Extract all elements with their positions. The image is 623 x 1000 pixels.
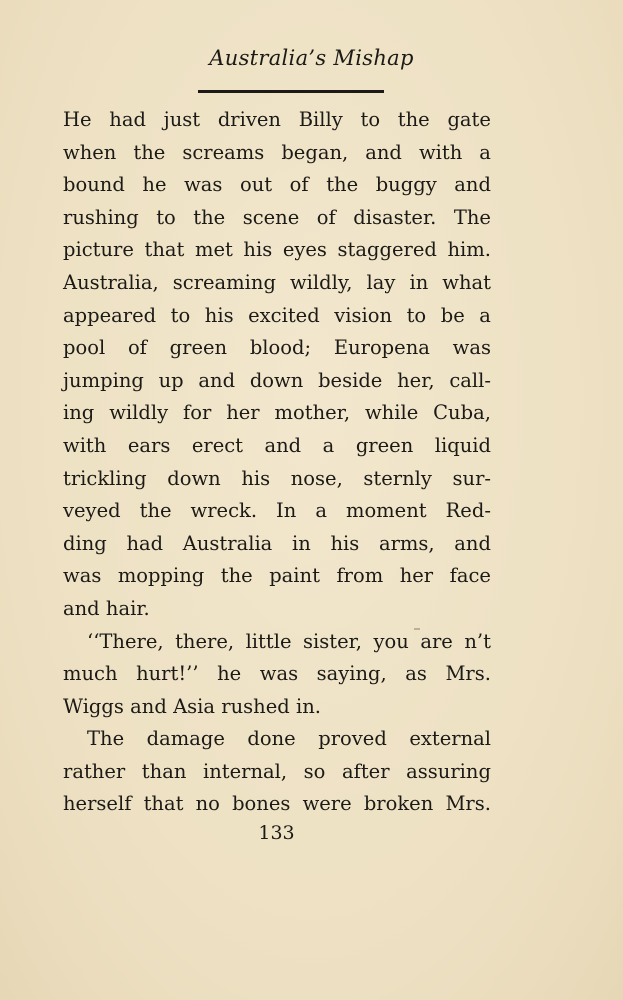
word: just — [163, 108, 201, 131]
word: was — [184, 173, 223, 197]
word: up — [158, 368, 184, 392]
word: The — [453, 205, 491, 229]
word: moment — [345, 499, 427, 523]
word: sister, — [303, 629, 363, 653]
word: much — [63, 662, 118, 686]
word: her — [399, 564, 434, 588]
word: a — [322, 433, 335, 457]
word: of — [127, 336, 147, 360]
word: his — [241, 466, 271, 490]
text-line — [63, 430, 491, 463]
word: a — [315, 499, 327, 523]
word: Red- — [445, 499, 491, 523]
word: Wiggs — [63, 694, 124, 718]
word: done — [247, 727, 296, 751]
word: disaster. — [353, 205, 437, 229]
word: in — [291, 531, 311, 555]
word: after — [342, 759, 390, 783]
word: appeared — [63, 303, 157, 327]
word: no — [195, 792, 220, 816]
text-line — [63, 593, 491, 626]
word: pool — [63, 336, 106, 360]
word: trickling — [63, 466, 147, 490]
word: blood; — [249, 336, 312, 360]
word: green — [169, 336, 228, 360]
word: of — [316, 205, 336, 229]
word: proved — [318, 727, 387, 751]
word: Australia, — [63, 270, 159, 294]
word: in — [409, 270, 429, 294]
word: sternly — [363, 466, 432, 490]
text-line — [63, 691, 491, 724]
word: of — [289, 173, 309, 197]
text-line — [63, 300, 491, 333]
word: buggy — [375, 173, 437, 197]
word: wildly, — [289, 270, 353, 294]
word: her — [226, 401, 260, 425]
word: broken — [363, 792, 434, 816]
word: than — [141, 759, 187, 783]
word: wildly — [109, 401, 169, 425]
word: when — [63, 140, 117, 164]
word: was — [259, 662, 299, 686]
text-line — [63, 169, 491, 202]
word: herself — [63, 792, 132, 816]
word: and — [63, 596, 100, 620]
word: that — [143, 792, 184, 816]
word: ing — [63, 401, 95, 425]
word: call- — [449, 368, 491, 392]
word: erect — [191, 433, 243, 457]
text-line — [63, 397, 491, 430]
word: Asia — [173, 694, 216, 718]
word: as — [405, 662, 427, 686]
word: picture — [63, 238, 134, 262]
word: the — [220, 564, 253, 588]
paper-speck — [414, 628, 420, 630]
word: mother, — [274, 401, 351, 425]
word: jumping — [63, 368, 144, 392]
word: the — [397, 108, 430, 131]
word: his — [243, 238, 273, 262]
word: he — [142, 173, 167, 197]
word: arms, — [378, 531, 435, 555]
text-line — [63, 626, 491, 659]
word: the — [326, 173, 359, 197]
word: had — [109, 108, 146, 131]
word: He — [63, 108, 92, 131]
word: ‘‘There, — [87, 629, 164, 653]
word: with — [63, 433, 107, 457]
word: with — [418, 140, 463, 164]
word: from — [336, 564, 384, 588]
word: saying, — [316, 662, 387, 686]
word: to — [360, 108, 381, 131]
word: bound — [63, 173, 125, 197]
word: hair. — [105, 596, 150, 620]
word: down — [167, 466, 221, 490]
text-line — [63, 104, 491, 137]
text-line — [63, 137, 491, 170]
word: face — [449, 564, 491, 588]
word: in. — [295, 694, 321, 718]
word: bones — [232, 792, 291, 816]
word: out — [239, 173, 273, 197]
word: ears — [127, 433, 171, 457]
text-line — [63, 267, 491, 300]
word: were — [302, 792, 352, 816]
word: him. — [447, 238, 491, 262]
word: to — [156, 205, 176, 229]
word: Mrs. — [445, 792, 491, 816]
word: Cuba, — [433, 401, 491, 425]
word: rather — [63, 759, 126, 783]
text-line — [63, 234, 491, 267]
text-line — [63, 560, 491, 593]
word: to — [170, 303, 191, 327]
word: lay — [366, 270, 396, 294]
word: his — [330, 531, 360, 555]
word: and — [130, 694, 167, 718]
word: beside — [318, 368, 383, 392]
page-number: 133 — [258, 822, 295, 844]
word: Billy — [298, 108, 343, 131]
word: and — [365, 140, 402, 164]
word: rushing — [63, 205, 139, 229]
word: rushed — [221, 694, 290, 718]
text-line — [63, 528, 491, 561]
word: gate — [447, 108, 491, 131]
word: liquid — [434, 433, 491, 457]
word: damage — [146, 727, 225, 751]
word: was — [63, 564, 102, 588]
word: screams — [182, 140, 265, 164]
word: and — [198, 368, 236, 392]
word: began, — [281, 140, 349, 164]
word: Australia — [182, 531, 273, 555]
word: The — [87, 727, 125, 751]
word: driven — [217, 108, 281, 131]
word: In — [276, 499, 297, 523]
word: while — [364, 401, 419, 425]
text-line — [63, 723, 491, 756]
word: for — [183, 401, 212, 425]
word: be — [440, 303, 465, 327]
word: Mrs. — [445, 662, 491, 686]
word: his — [204, 303, 234, 327]
word: scene — [242, 205, 300, 229]
word: eyes — [282, 238, 327, 262]
word: nose, — [290, 466, 343, 490]
word: the — [133, 140, 166, 164]
word: little — [245, 629, 292, 653]
word: was — [452, 336, 491, 360]
word: and — [454, 173, 491, 197]
text-line — [63, 756, 491, 789]
word: what — [442, 270, 491, 294]
word: had — [126, 531, 164, 555]
word: paint — [269, 564, 320, 588]
word: wreck. — [190, 499, 258, 523]
text-line — [63, 495, 491, 528]
word: there, — [175, 629, 235, 653]
word: the — [139, 499, 172, 523]
word: staggered — [337, 238, 437, 262]
word: you — [373, 629, 409, 653]
word: internal, — [202, 759, 288, 783]
word: vision — [334, 303, 393, 327]
word: assuring — [406, 759, 491, 783]
header-rule — [198, 90, 384, 93]
word: and — [454, 531, 491, 555]
word: a — [479, 140, 491, 164]
word: down — [249, 368, 304, 392]
word: that — [144, 238, 185, 262]
word: met — [194, 238, 233, 262]
word: a — [479, 303, 491, 327]
text-line — [63, 658, 491, 691]
word: to — [406, 303, 427, 327]
text-line — [63, 463, 491, 496]
word: sur- — [452, 466, 491, 490]
word: Europena — [333, 336, 430, 360]
word: ding — [63, 531, 107, 555]
running-head: Australia’s Mishap — [209, 46, 414, 70]
text-line — [63, 788, 491, 821]
word: hurt!’’ — [136, 662, 199, 686]
text-line — [63, 332, 491, 365]
word: he — [217, 662, 242, 686]
text-line — [63, 365, 491, 398]
word: her, — [397, 368, 435, 392]
word: are — [420, 629, 453, 653]
word: veyed — [63, 499, 121, 523]
word: external — [409, 727, 491, 751]
word: and — [264, 433, 302, 457]
body-text — [63, 104, 491, 821]
word: mopping — [117, 564, 205, 588]
text-line — [63, 202, 491, 235]
word: n’t — [464, 629, 491, 653]
word: the — [193, 205, 226, 229]
word: excited — [248, 303, 320, 327]
word: screaming — [172, 270, 276, 294]
word: green — [355, 433, 414, 457]
word: so — [303, 759, 326, 783]
